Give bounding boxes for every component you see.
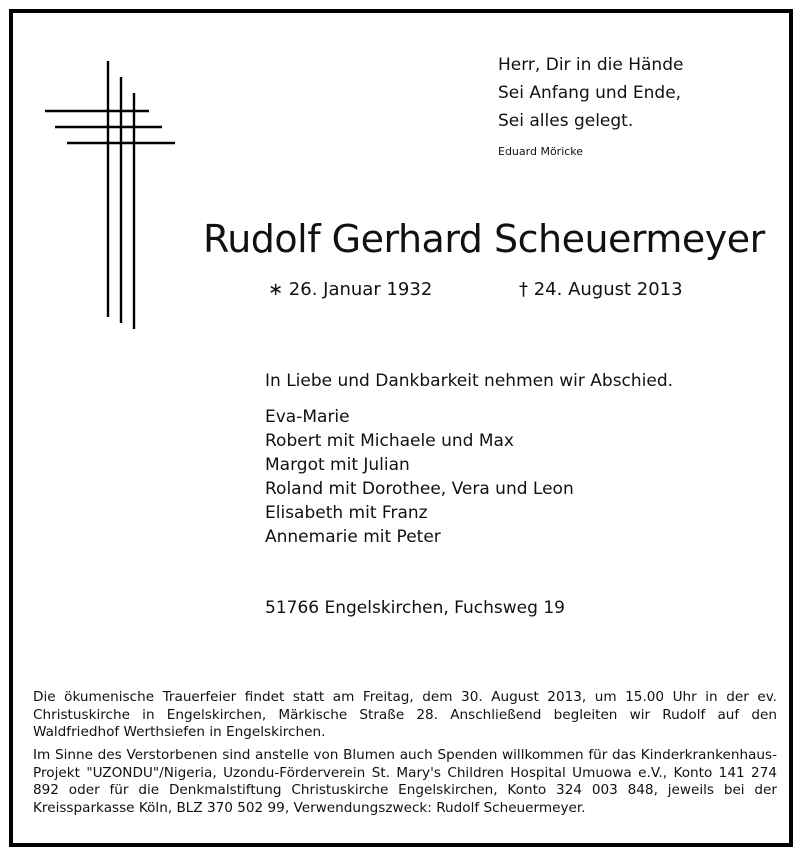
cross-icon	[45, 49, 185, 329]
deceased-name: Rudolf Gerhard Scheuermeyer	[203, 217, 765, 261]
poem-author: Eduard Möricke	[498, 145, 584, 158]
birth-date: ∗ 26. Januar 1932	[268, 279, 433, 300]
list-item: Eva-Marie	[265, 407, 350, 427]
list-item: Elisabeth mit Franz	[265, 503, 428, 523]
mourners-list	[265, 405, 574, 549]
donation-paragraph: Im Sinne des Verstorbenen sind anstelle von Blumen auch Spenden willkommen für das Kinderkrankenhaus-Projekt "UZONDU"/Nigeria, Uzondu-Förderverein St. Mary's Children Hospital Umuowa e.V., Konto 141 274 892 oder für die Denkmalstiftung Christuskirche Engelskirchen, Konto 324 003 848, jeweils bei der Kreissparkasse Köln, BLZ 370 502 99, Verwendungszweck: Rudolf Scheuermeyer.	[33, 747, 777, 816]
poem	[498, 51, 683, 135]
list-item: Annemarie mit Peter	[265, 527, 441, 547]
obituary-frame	[9, 9, 793, 847]
service-paragraph: Die ökumenische Trauerfeier findet statt am Freitag, dem 30. August 2013, um 15.00 Uhr in der ev. Christuskirche in Engelskirchen, Märkische Straße 28. Anschließend begleiten wir Rudolf auf den Waldfriedhof Werthsiefen in Engelskirchen.	[33, 689, 777, 741]
address: 51766 Engelskirchen, Fuchsweg 19	[265, 598, 565, 618]
list-item: Robert mit Michaele und Max	[265, 431, 514, 451]
list-item: Margot mit Julian	[265, 455, 410, 475]
poem-line: Sei Anfang und Ende,	[498, 83, 682, 103]
poem-line: Herr, Dir in die Hände	[498, 55, 684, 75]
farewell-text: In Liebe und Dankbarkeit nehmen wir Abschied.	[265, 371, 674, 391]
death-date: † 24. August 2013	[519, 279, 683, 300]
poem-line: Sei alles gelegt.	[498, 111, 634, 131]
list-item: Roland mit Dorothee, Vera und Leon	[265, 479, 574, 499]
